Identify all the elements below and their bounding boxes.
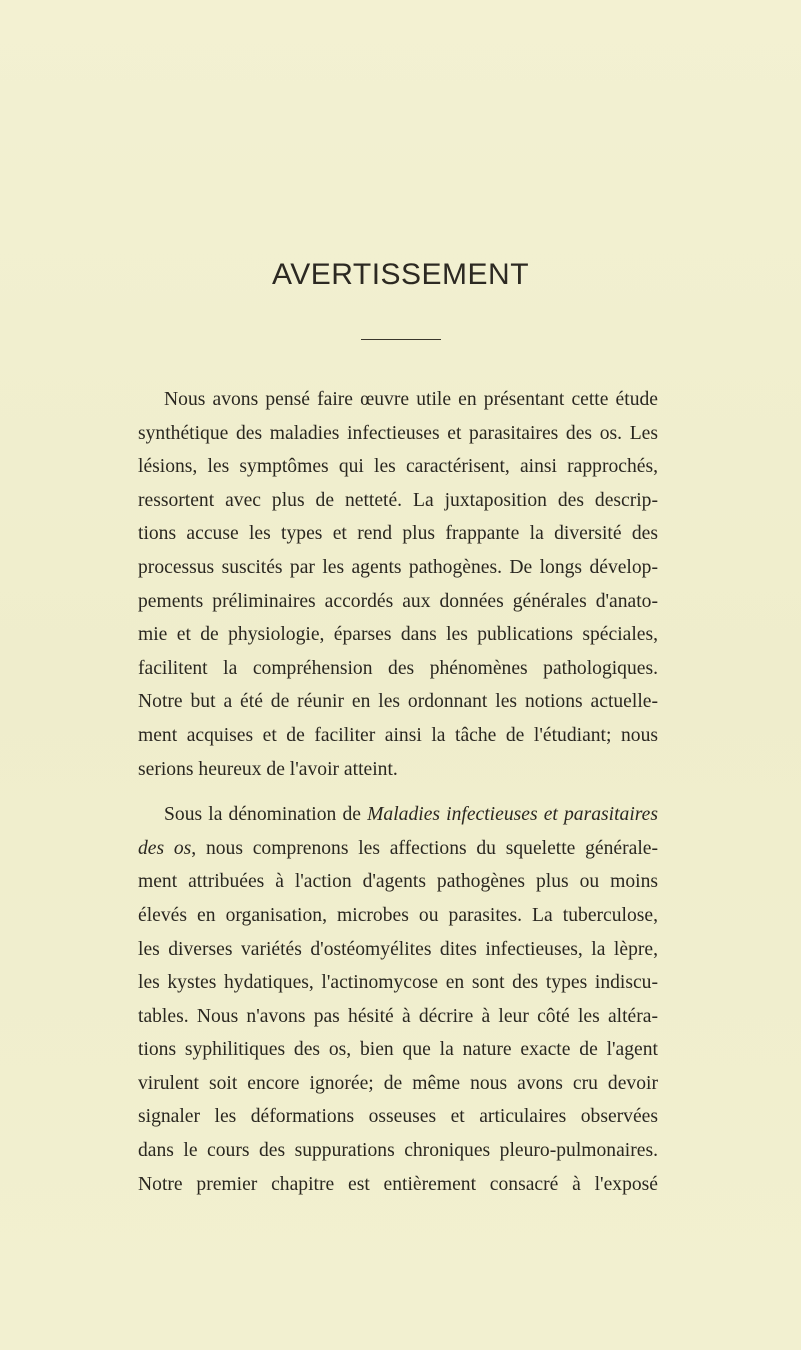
- text-line: virulent soit encore ignorée; de même nous avons cru devoir: [138, 1072, 658, 1094]
- text-line: tions accuse les types et rend plus frappante la diversité des: [138, 523, 658, 545]
- text-segment: Sous la dénomination de: [164, 804, 368, 826]
- text-line: lésions, les symptômes qui les caractérisent, ainsi rapprochés,: [138, 456, 658, 478]
- text-line: tables. Nous n'avons pas hésité à décrire à leur côté les altéra-: [138, 1005, 658, 1027]
- text-line: tions syphilitiques des os, bien que la nature exacte de l'agent: [138, 1039, 658, 1061]
- book-title-italic: des os: [138, 837, 192, 859]
- text-line: facilitent la compréhension des phénomènes pathologiques.: [138, 657, 658, 679]
- text-line: synthétique des maladies infectieuses et parasitaires des os. Les: [138, 422, 658, 444]
- text-line: les kystes hydatiques, l'actinomycose en sont des types indiscu-: [138, 972, 658, 994]
- text-line: processus suscités par les agents pathogènes. De longs dévelop-: [138, 556, 658, 578]
- text-line: élevés en organisation, microbes ou parasites. La tuberculose,: [138, 904, 658, 926]
- text-line: dans le cours des suppurations chroniques pleuro-pulmonaires.: [138, 1140, 658, 1162]
- book-title-italic: Maladies infectieuses et parasitaires: [367, 804, 658, 826]
- title-divider: [361, 339, 441, 340]
- text-line: [138, 798, 658, 832]
- text-line: ment attribuées à l'action d'agents pathogènes plus ou moins: [138, 871, 658, 893]
- text-segment: , nous comprenons les affections du squelette générale-: [191, 837, 658, 859]
- text-line: ment acquises et de faciliter ainsi la tâche de l'étudiant; nous: [138, 724, 658, 746]
- text-line: serions heureux de l'avoir atteint.: [138, 758, 398, 780]
- text-line: Notre but a été de réunir en les ordonnant les notions actuelle-: [138, 691, 658, 713]
- text-line: les diverses variétés d'ostéomyélites dites infectieuses, la lèpre,: [138, 938, 658, 960]
- text-line: Notre premier chapitre est entièrement consacré à l'exposé: [138, 1173, 658, 1195]
- text-line: Nous avons pensé faire œuvre utile en présentant cette étude: [164, 389, 658, 410]
- paragraph-2: [138, 798, 658, 1201]
- paragraph-1: [138, 383, 658, 786]
- text-line: [138, 832, 658, 866]
- text-line: ressortent avec plus de netteté. La juxtaposition des descrip-: [138, 489, 658, 511]
- text-line: mie et de physiologie, éparses dans les publications spéciales,: [138, 624, 658, 646]
- body-text: [138, 383, 658, 1201]
- text-line: signaler les déformations osseuses et articulaires observées: [138, 1106, 658, 1128]
- text-line: pements préliminaires accordés aux données générales d'anato-: [138, 590, 658, 612]
- page-title: AVERTISSEMENT: [271, 258, 530, 291]
